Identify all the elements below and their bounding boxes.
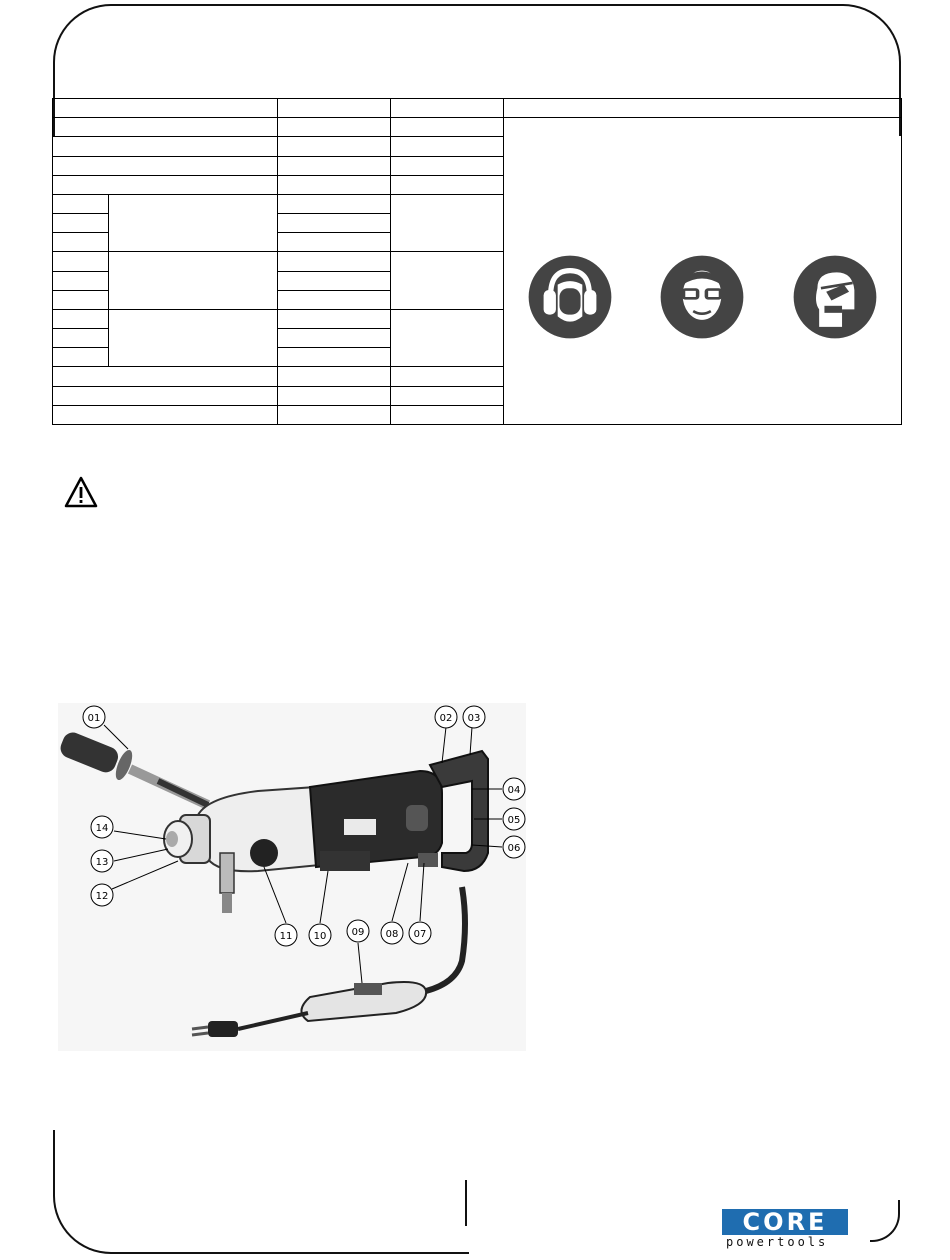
page-frame-bottom — [53, 1130, 469, 1254]
eye-protection-icon — [658, 253, 746, 341]
callout-14: 14 — [95, 823, 109, 834]
callout-11: 11 — [279, 931, 293, 942]
callout-02: 02 — [439, 713, 453, 724]
logo-tagline: powertools — [726, 1235, 829, 1249]
callout-01: 01 — [87, 713, 101, 724]
spec-table — [52, 98, 902, 425]
safety-icons-cell — [504, 118, 902, 425]
callout-04: 04 — [507, 785, 521, 796]
dust-mask-icon — [791, 253, 879, 341]
callout-09: 09 — [351, 927, 365, 938]
callout-03: 03 — [467, 713, 481, 724]
logo-word: CORE — [722, 1209, 848, 1235]
core-powertools-logo — [722, 1209, 852, 1249]
warning-triangle-icon — [64, 476, 98, 508]
callout-08: 08 — [385, 929, 399, 940]
callout-10: 10 — [313, 931, 327, 942]
ear-protection-icon — [526, 253, 614, 341]
callout-05: 05 — [507, 815, 521, 826]
callout-12: 12 — [95, 891, 109, 902]
callout-07: 07 — [413, 929, 427, 940]
callout-06: 06 — [507, 843, 521, 854]
callout-13: 13 — [95, 857, 109, 868]
drill-illustration — [58, 703, 526, 1051]
